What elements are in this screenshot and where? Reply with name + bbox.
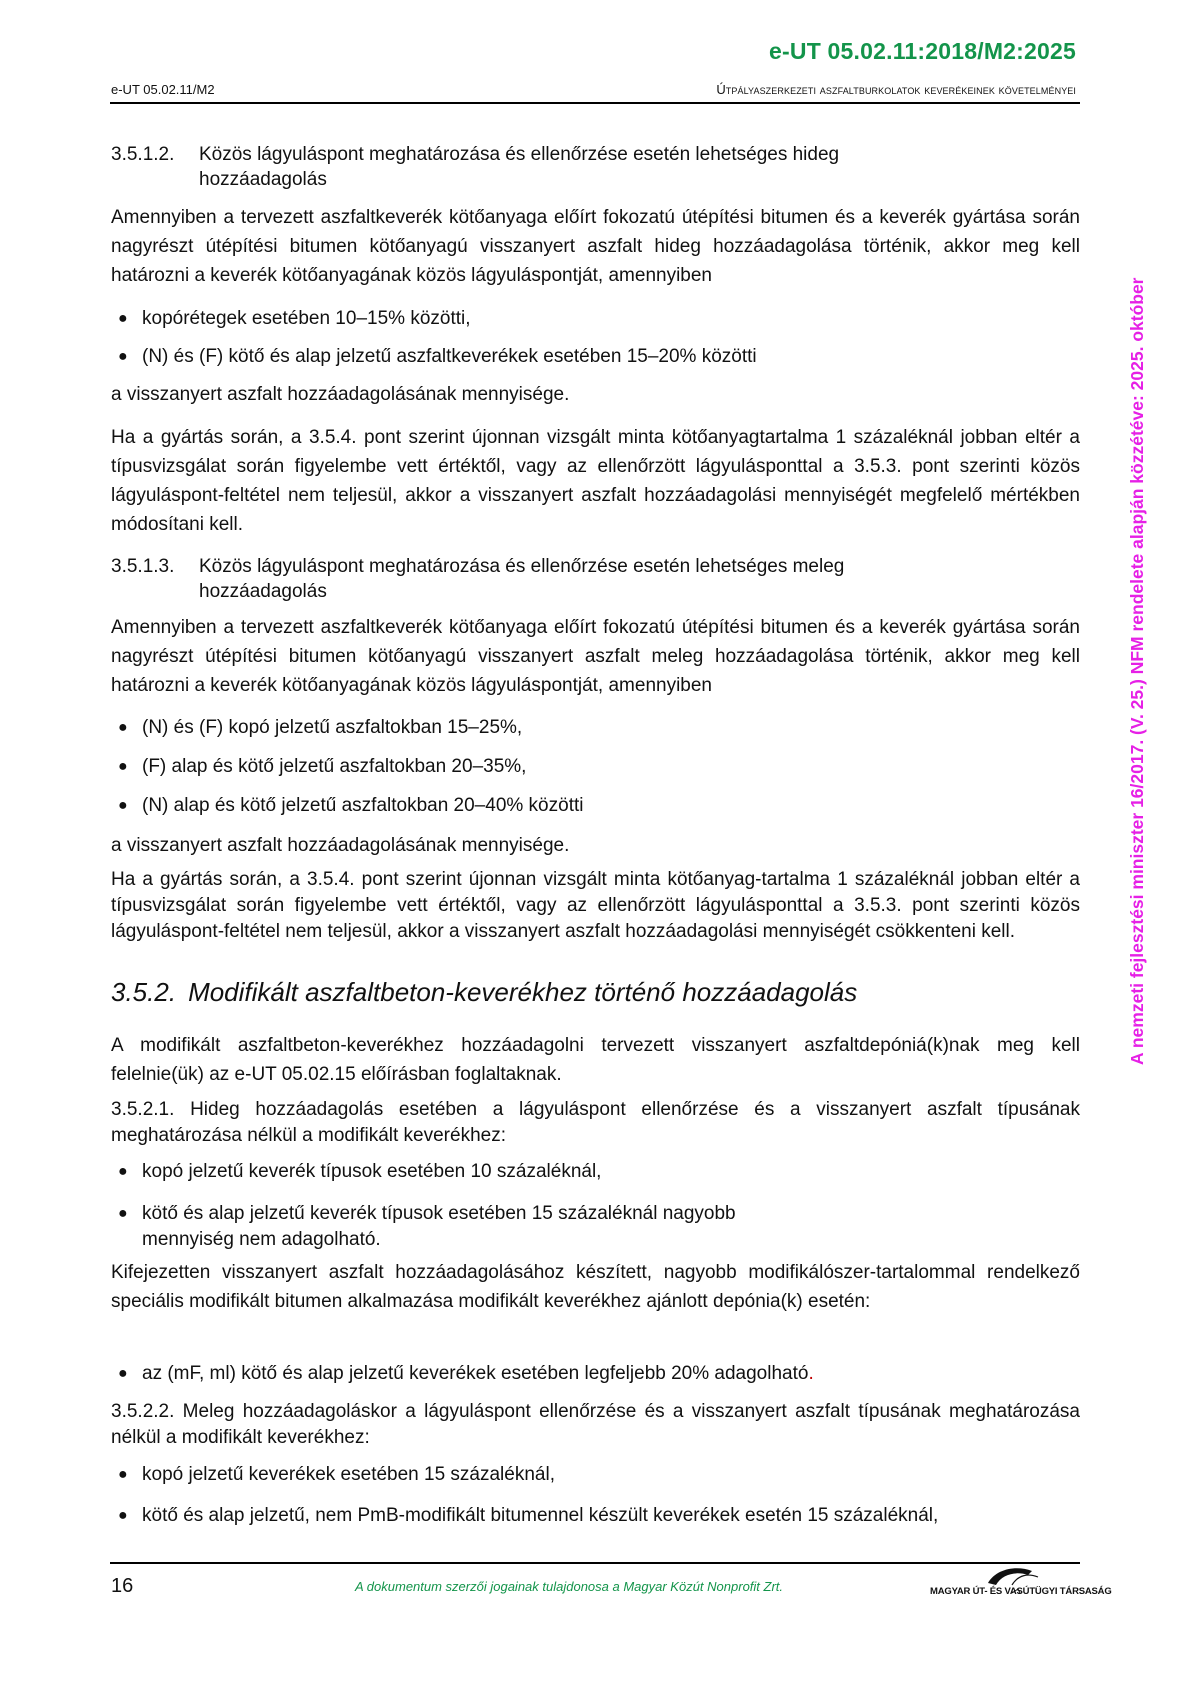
subheading-title-cont: hozzáadagolás <box>199 581 327 602</box>
paragraph: a visszanyert aszfalt hozzáadagolásának mennyisége. <box>111 835 570 856</box>
list-item: ● (N) alap és kötő jelzetű aszfaltokban 20–40% közötti <box>111 793 1080 819</box>
subheading-number: 3.5.1.3. <box>111 556 175 577</box>
subheading-title: Közös lágyuláspont meghatározása és ellenőrzése esetén lehetséges meleg <box>199 556 845 577</box>
subheading-title: Közös lágyuláspont meghatározása és ellenőrzése esetén lehetséges hideg <box>199 144 840 165</box>
bullet-icon: ● <box>118 1163 128 1180</box>
page-number: 16 <box>111 1575 134 1597</box>
list-item: ● (N) és (F) kopó jelzetű aszfaltokban 15–25%, <box>111 715 1080 741</box>
footer-divider <box>110 1562 1080 1564</box>
list-item: ● (F) alap és kötő jelzetű aszfaltokban 20–35%, <box>111 754 1080 780</box>
paragraph: Amennyiben a tervezett aszfaltkeverék kötőanyaga előírt fokozatú útépítési bitumen és a keverék gyártása során nagyrészt útépítési bitumen kötőanyagú visszanyert aszfalt meleg hozzáadagolása történik, akkor meg kell határozni a keverék kötőanyagának közös lágyuláspontját, amennyiben <box>111 617 1080 696</box>
list-item: ● kopó jelzetű keverék típusok esetében 10 százaléknál, <box>111 1159 1080 1185</box>
list-item: ● az (mF, ml) kötő és alap jelzetű keverékek esetében legfeljebb 20% adagolható. <box>111 1361 1080 1387</box>
bullet-icon: ● <box>118 758 128 775</box>
list-item: ● kopó jelzetű keverékek esetében 15 százaléknál, <box>111 1462 1080 1488</box>
bullet-icon: ● <box>118 719 128 736</box>
list-item-cont: mennyiség nem adagolható. <box>142 1229 381 1250</box>
section-number: 3.5.2. <box>111 977 177 1007</box>
side-publication-note: A nemzeti fejlesztési miniszter 16/2017. (V. 25.) NFM rendelete alapján közzétéve: 2025. október <box>1127 277 1147 1065</box>
bullet-icon: ● <box>118 1365 128 1382</box>
paragraph: A modifikált aszfaltbeton-keverékhez hozzáadagolni tervezett visszanyert aszfaltdepóniá(k)nak meg kell felelnie(ük) az e-UT 05.02.15 előírásban foglaltaknak. <box>111 1035 1080 1085</box>
bullet-icon: ● <box>118 1205 128 1222</box>
subheading-3513 <box>111 554 1080 604</box>
bullet-icon: ● <box>118 1507 128 1524</box>
paragraph: 3.5.2.1. Hideg hozzáadagolás esetében a lágyuláspont ellenőrzése és a visszanyert aszfalt típusának meghatározása nélkül a modifikált keverékhez: <box>111 1099 1080 1146</box>
subheading-3512 <box>111 142 1080 192</box>
paragraph: Ha a gyártás során, a 3.5.4. pont szerint újonnan vizsgált minta kötőanyagtartalma 1 százaléknál jobban eltér a típusvizsgálat során figyelembe vett értéktől, vagy az ellenőrzött lágyulásponttal a 3.5.3. pont szerinti közös lágyuláspont-feltétel nem teljesül, akkor a visszanyert aszfalt hozzáadagolási mennyiségét megfelelő mértékben módosítani kell. <box>111 427 1080 535</box>
subheading-number: 3.5.1.2. <box>111 144 175 165</box>
header-short-code: e-UT 05.02.11/M2 <box>111 82 215 97</box>
highlight-period: . <box>808 1363 814 1384</box>
header-divider <box>110 102 1080 104</box>
list-item: ● kopórétegek esetében 10–15% közötti, <box>111 306 1080 332</box>
bullet-icon: ● <box>118 797 128 814</box>
paragraph: Amennyiben a tervezett aszfaltkeverék kötőanyaga előírt fokozatú útépítési bitumen és a keverék gyártása során nagyrészt útépítési bitumen kötőanyagú visszanyert aszfalt hideg hozzáadagolása történik, akkor meg kell határozni a keverék kötőanyagának közös lágyuláspontját, amennyiben <box>111 207 1080 286</box>
paragraph: 3.5.2.2. Meleg hozzáadagoláskor a lágyuláspont ellenőrzése és a visszanyert aszfalt típusának meghatározása nélkül a modifikált keverékhez: <box>111 1401 1080 1448</box>
list-item: ● kötő és alap jelzetű keverék típusok esetében 15 százaléknál nagyobb mennyiség nem adagolható. <box>111 1201 1080 1253</box>
list-item: ● kötő és alap jelzetű, nem PmB-modifikált bitumennel készült keverékek esetén 15 százaléknál, <box>111 1503 1080 1529</box>
bullet-icon: ● <box>118 348 128 365</box>
list-item: ● (N) és (F) kötő és alap jelzetű aszfaltkeverékek esetében 15–20% közötti <box>111 344 1080 370</box>
paragraph: Kifejezetten visszanyert aszfalt hozzáadagolásához készített, nagyobb modifikálószer-tartalommal rendelkező speciális modifikált bitumen alkalmazása modifikált keverékhez ajánlott depónia(k) esetén: <box>111 1262 1080 1312</box>
subheading-title-cont: hozzáadagolás <box>199 169 327 190</box>
header-running-title: Útpályaszerkezeti aszfaltburkolatok keverékeinek követelményei <box>716 82 1076 97</box>
paragraph: a visszanyert aszfalt hozzáadagolásának mennyisége. <box>111 384 570 405</box>
document-code: e-UT 05.02.11:2018/M2:2025 <box>769 38 1076 64</box>
bullet-icon: ● <box>118 310 128 327</box>
bullet-icon: ● <box>118 1466 128 1483</box>
paragraph: Ha a gyártás során, a 3.5.4. pont szerint újonnan vizsgált minta kötőanyag-tartalma 1 százaléknál jobban eltér a típusvizsgálat során figyelembe vett értéktől, vagy az ellenőrzött lágyulásponttal a 3.5.3. pont szerinti közös lágyuláspont-feltétel nem teljesül, akkor a visszanyert aszfalt hozzáadagolási mennyiségét csökkenteni kell. <box>111 869 1080 942</box>
logo-text: MAGYAR ÚT- ÉS VASÚTÜGYI TÁRSASÁG <box>930 1586 1112 1597</box>
publisher-logo <box>930 1565 1112 1605</box>
copyright-notice: A dokumentum szerzői jogainak tulajdonosa a Magyar Közút Nonprofit Zrt. <box>355 1579 784 1594</box>
section-heading-352 <box>111 977 857 1008</box>
section-title: Modifikált aszfaltbeton-keverékhez történő hozzáadagolás <box>188 977 858 1007</box>
